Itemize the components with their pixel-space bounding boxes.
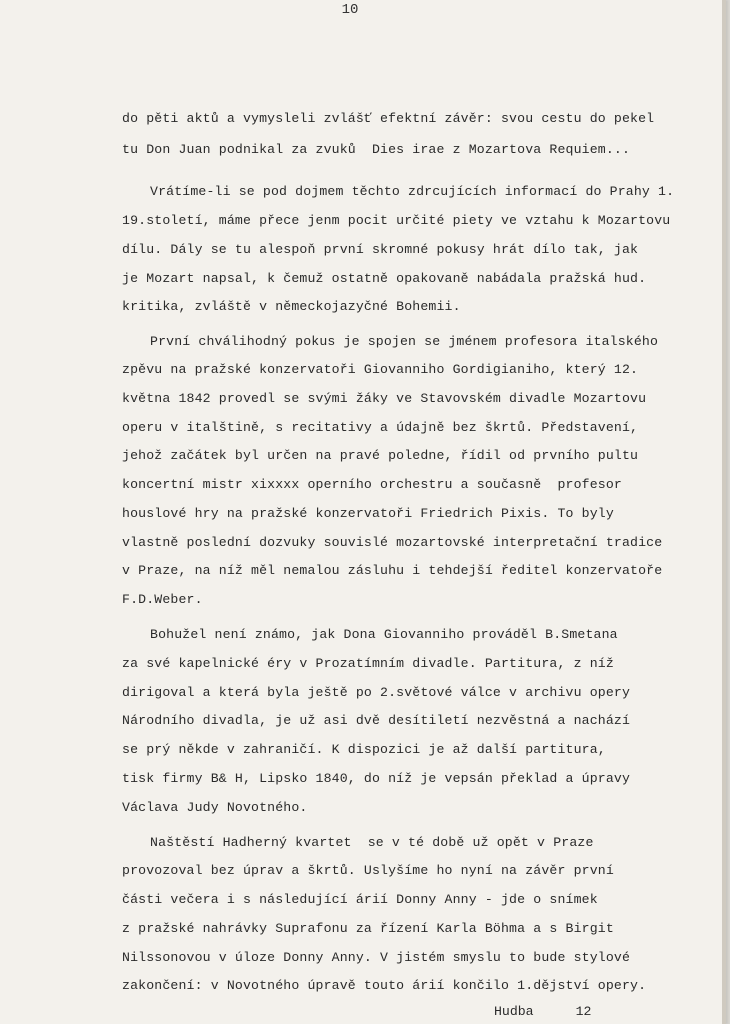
text-line: zakončení: v Novotného úpravě touto árií končilo 1.dějství opery. <box>122 978 647 993</box>
text-line: Bohužel není známo, jak Dona Giovanniho prováděl B.Smetana <box>150 627 618 642</box>
text-line: do pěti aktů a vymysleli zvlášť efektní závěr: svou cestu do pekel <box>122 111 655 126</box>
text-line: Nilssonovou v úloze Donny Anny. V jistém smyslu to bude stylové <box>122 950 631 965</box>
text-line: jehož začátek byl určen na pravé poledne, řídil od prvního pultu <box>122 448 639 463</box>
text-line: v Praze, na níž měl nemalou zásluhu i tehdejší ředitel konzervatoře <box>122 563 663 578</box>
text-line: Národního divadla, je už asi dvě desítiletí nezvěstná a nachází <box>122 713 631 728</box>
text-line: houslové hry na pražské konzervatoři Friedrich Pixis. To byly <box>122 506 614 521</box>
text-line: tisk firmy B& H, Lipsko 1840, do níž je vepsán překlad a úpravy <box>122 771 631 786</box>
text-line: provozoval bez úprav a škrtů. Uslyšíme ho nyní na závěr první <box>122 863 614 878</box>
text-line: Václava Judy Novotného. <box>122 800 308 815</box>
text-line: května 1842 provedl se svými žáky ve Stavovském divadle Mozartovu <box>122 391 647 406</box>
text-line: Vrátíme-li se pod dojmem těchto zdrcujících informací do Prahy 1. <box>150 184 675 199</box>
text-line: dirigoval a která byla ještě po 2.světové válce v archivu opery <box>122 685 631 700</box>
text-line: se prý někde v zahraničí. K dispozici je až další partitura, <box>122 742 606 757</box>
footer-number: 12 <box>575 1004 592 1019</box>
text-line: tu Don Juan podnikal za zvuků Dies irae z Mozartova Requiem... <box>122 142 631 157</box>
text-line: kritika, zvláště v německojazyčné Bohemii. <box>122 299 461 314</box>
text-line: Naštěstí Hadherný kvartet se v té době už opět v Praze <box>150 835 594 850</box>
text-line: První chválihodný pokus je spojen se jménem profesora italského <box>150 334 659 349</box>
page-footer <box>494 1004 591 1019</box>
text-line: koncertní mistr xixxxx operního orchestru a současně profesor <box>122 477 622 492</box>
text-line: části večera i s následující árií Donny Anny - jde o snímek <box>122 892 598 907</box>
footer-label: Hudba <box>494 1004 534 1019</box>
text-line: za své kapelnické éry v Prozatímním divadle. Partitura, z níž <box>122 656 614 671</box>
text-line: vlastně poslední dozvuky souvislé mozartovské interpretační tradice <box>122 535 663 550</box>
text-line: operu v italštině, s recitativy a údajně bez škrtů. Představení, <box>122 420 639 435</box>
text-line: z pražské nahrávky Suprafonu za řízení Karla Böhma a s Birgit <box>122 921 614 936</box>
text-line: dílu. Dály se tu alespoň první skromné pokusy hrát dílo tak, jak <box>122 242 639 257</box>
page-number: 10 <box>341 2 359 18</box>
page-edge <box>722 0 726 1024</box>
text-line: 19.století, máme přece jenm pocit určité piety ve vztahu k Mozartovu <box>122 213 671 228</box>
text-line: zpěvu na pražské konzervatoři Giovanniho Gordigianiho, který 12. <box>122 362 639 377</box>
text-line: je Mozart napsal, k čemuž ostatně opakovaně nabádala pražská hud. <box>122 271 647 286</box>
text-line: F.D.Weber. <box>122 592 203 607</box>
